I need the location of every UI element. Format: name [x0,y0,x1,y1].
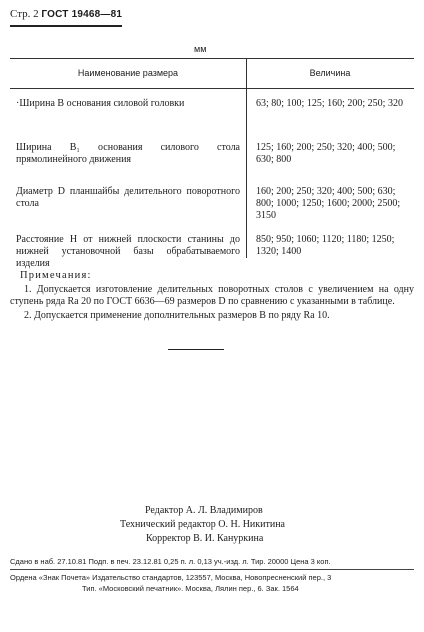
editor-credit: Редактор А. Л. Владимиров [145,505,263,516]
document-code: ГОСТ 19468—81 [41,9,123,20]
table-row-name: Ширина B₁ основания силового стола прямолинейного движения [16,142,240,165]
unit-label: мм [194,44,207,54]
table-row-value: 850; 950; 1060; 1120; 1180; 1250; 1320; 1400 [256,234,395,257]
tech-editor-credit: Технический редактор О. Н. Никитина [120,519,285,530]
table-row-value: 125; 160; 200; 250; 320; 400; 500; 630; 800 [256,142,396,165]
page-number: Стр. 2 [10,8,39,20]
table-row-value: 160; 200; 250; 320; 400; 500; 630; 800; 1000; 1250; 1600; 2000; 2500; 3150 [256,186,401,221]
header-rule [10,25,122,27]
table-row-name: Расстояние H от нижней плоскости станины до нижней установочной базы обрабатываемого изделия [16,234,240,269]
page-header [10,8,122,20]
dimensions-table [10,58,414,269]
corrector-credit: Корректор В. И. Кануркина [146,533,264,544]
table-header-rule [10,88,414,89]
imprint-line: Ордена «Знак Почета» Издательство стандартов, 123557, Москва, Новопресненский пер., 3 [10,573,332,582]
imprint-line: Сдано в наб. 27.10.81 Подп. в печ. 23.12.81 0,25 п. л. 0,13 уч.-изд. л. Тир. 20000 Цена 3 коп. [10,557,331,566]
table-column-divider [246,58,247,258]
notes-title: Примечания: [20,270,92,281]
column-header-value: Величина [309,68,351,78]
imprint-rule [10,569,414,570]
note-item: 1. Допускается изготовление делительных поворотных столов с увеличением на одну ступень ряда Ra 20 по ГОСТ 6636—69 размеров D по сравнению с указанными в таблице. [10,284,414,307]
note-item: 2. Допускается применение дополнительных размеров B по ряду Ra 10. [24,310,330,321]
column-header-name: Наименование размера [77,68,179,78]
table-row-value: 63; 80; 100; 125; 160; 200; 250; 320 [256,98,403,109]
section-divider [168,349,224,350]
table-row-name: Диаметр D планшайбы делительного поворотного стола [16,186,240,209]
imprint-line: Тип. «Московский печатник». Москва, Лялин пер., 6. Зак. 1564 [82,584,299,593]
table-top-rule [10,58,414,59]
table-row-name: ·Ширина B основания силовой головки [16,98,185,109]
